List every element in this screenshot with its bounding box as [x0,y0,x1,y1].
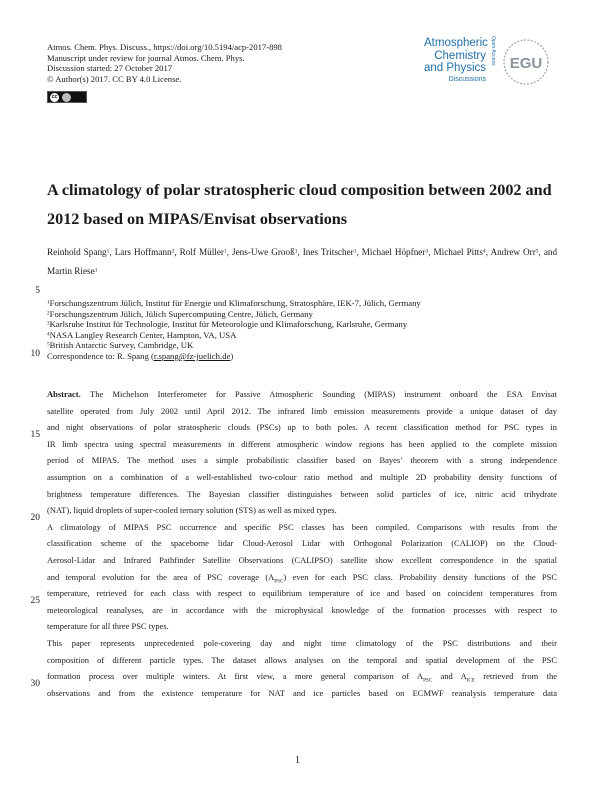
abstract-line: This paper represents unprecedented pole-covering day and night time climatology of the PSC distributions and their [47,637,557,648]
header-line: Manuscript under review for journal Atmos. Chem. Phys. [47,52,245,63]
abstract-label: Abstract. [47,389,90,399]
affiliations [47,298,421,362]
abstract-line: meteorological reanalyses, are in accordance with the microphysical knowledge of the formation processes with respect to [47,604,557,615]
affiliation-item: $^3$Karlsruhe Institut für Technologie, Institut für Meteorologie und Klimaforschung, Karlsruhe, Germany [47,319,408,330]
abstract-line: formation process over multiple winters. At first view, a more general comparison of $A_{PSC}$ and $A_{ICE}$ retrieved from the [47,671,557,684]
email-link[interactable]: r.spang@fz-juelich.de [153,350,231,361]
author-name: Reinhold Spang$^1$ [47,247,110,257]
abstract-line: satellite operated from July 2002 until April 2012. The infrared limb emission measurements provide a unique dataset of day [47,405,557,416]
author-name: Michael Pitts$^4$ [433,247,486,257]
affiliation-item: $^5$British Antarctic Survey, Cambridge, UK [47,340,194,351]
author-affiliation-mark: 5 [535,248,539,255]
abstract-line: period of MIPAS. The method uses a simple probabilistic classifier based on Bayes’ theorem with a strong independence [47,455,557,466]
svg-text:EGU: EGU [509,55,543,72]
line-number: 15 [30,430,40,440]
line-number: 10 [30,349,40,359]
journal-header [47,42,282,84]
cc-license-badge[interactable] [47,91,87,103]
abstract-line: Aerosol-Lidar and Infrared Pathfinder Satellite Observations (CALIPSO) satellite show excellent correspondence in the spatial [47,554,557,565]
abstract-line: composition of different particle types. The dataset allows analyses on the temporal and spatial development of the PSC [47,654,557,665]
line-number: 5 [35,286,40,296]
author-affiliation-mark: 1 [106,248,110,255]
author-affiliation-mark: 4 [482,248,486,255]
header-line: Discussion started: 27 October 2017 [47,63,173,74]
cc-icon: cc [51,94,58,100]
line-number: 30 [30,679,40,689]
abstract-line: A climatology of MIPAS PSC occurrence and specific PSC classes has been compiled. Comparisons with results from the [47,521,557,532]
journal-name [424,37,486,84]
abstract [47,386,557,701]
author-name: Rolf Müller$^1$ [179,247,227,257]
header-line: Atmos. Chem. Phys. Discuss., https://doi.org/10.5194/acp-2017-898 [47,42,282,52]
header-line: © Author(s) 2017. CC BY 4.0 License. [47,73,182,84]
page-number: 1 [295,755,300,766]
author-affiliation-mark: 1 [353,248,357,255]
journal-name-line: Atmospheric [424,37,488,49]
abstract-line: brightness temperature differences. The Bayesian classifier distinguishes between solid particles of ice, nitric acid trihydrate [47,488,557,499]
line-number: 20 [30,513,40,523]
attribution-icon [62,93,71,102]
author-name: Michael Höpfner$^3$ [361,247,429,257]
author-affiliation-mark: 1 [223,248,227,255]
abstract-line: Abstract. The Michelson Interferometer for Passive Atmospheric Sounding (MIPAS) instrument onboard the ESA Envisat [47,389,557,399]
abstract-line: classification scheme of the spaceborne lidar Cloud-Aerosol Lidar with Orthogonal Polarization (CALIOP) on the Cloud- [47,538,557,549]
discussions-label: Discussions [448,75,486,83]
abstract-line: temperature, retrieved for each class with respect to equilibrium temperature of ice and based on coincident temperatures from [47,588,557,599]
affiliation-item: $^4$NASA Langley Research Center, Hampton, VA, USA [47,329,237,340]
author-name: Andrew Orr$^5$ [490,247,539,257]
author-name: Jens-Uwe Grooß$^1$ [232,247,298,257]
author-name: Lars Hoffmann$^2$ [114,247,175,257]
author-affiliation-mark: 2 [171,248,175,255]
affiliation-item: $^2$Forschungszentrum Jülich, Jülich Supercomputing Centre, Jülich, Germany [47,308,313,319]
abstract-line: assumption on a combination of a well-established two-colour ratio method and multiple 2D probability density functions of [47,471,557,482]
journal-name-line: and Physics [424,62,487,74]
paper-title: A climatology of polar stratospheric cloud composition between 2002 and 2012 based on MIPAS/Envisat observations [47,181,552,228]
correspondence: Correspondence to: R. Spang (r.spang@fz-juelich.de) [47,350,234,361]
abstract-line: and night observations of polar stratospheric clouds (PSCs) up to both poles. A recent classification method for PSC types in [47,422,557,433]
journal-name-line: Chemistry [434,49,486,62]
abstract-line: and temporal evolution for the area of PSC coverage $(A_{PSC})$ even for each PSC class. Probability density functions of the PSC [47,571,557,585]
author-affiliation-mark: 1 [294,248,298,255]
abstract-line: observations and from the existence temperature for NAT and ice particles based on ECMWF reanalysis temperature data [47,687,557,698]
affiliation-item: $^1$Forschungszentrum Jülich, Institut für Energie und Klimaforschung, Stratosphäre, IEK-7, Jülich, Germany [47,298,421,308]
open-access-label: Open Access [490,36,496,66]
line-number: 25 [30,596,40,606]
author-affiliation-mark: 1 [94,266,98,273]
abstract-line: temperature for all three PSC types. [47,621,169,632]
author-name: Ines Tritscher$^1$ [302,247,357,257]
journal-logo[interactable] [424,32,554,94]
egu-logo-icon [502,38,550,86]
author-name: Martin Riese$^1$ [47,265,98,276]
author-list: Reinhold Spang$^1$, Lars Hoffmann$^2$, Rolf Müller$^1$, Jens-Uwe Grooß$^1$, Ines Tritscher$^1$, Michael Höpfner$^3$, Michael Pitts$^4$, Andrew Orr$^5$, and Martin Riese$^1$ [47,247,558,276]
author-affiliation-mark: 3 [425,248,429,255]
abstract-line: IR limb spectra using spectral measurements in different atmospheric window regions has been applied to the complete mission [47,438,557,449]
abstract-line: (NAT), liquid droplets of super-cooled ternary solution (STS) as well as mixed types. [47,505,337,516]
